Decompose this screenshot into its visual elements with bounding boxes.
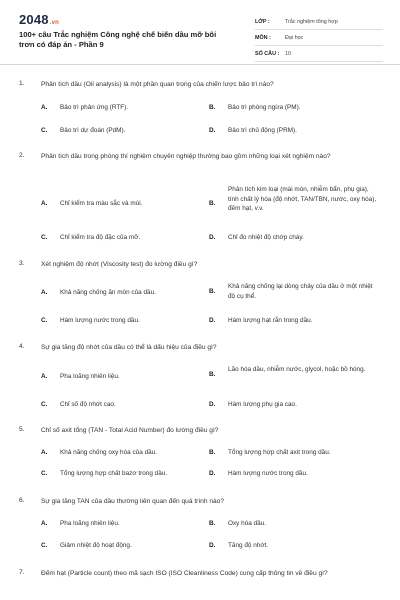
option-c[interactable]: [41, 233, 201, 243]
option-letter: A.: [41, 449, 48, 456]
meta-table: [255, 14, 383, 62]
option-text: Hàm lượng nước trong dầu.: [60, 317, 140, 324]
meta-row-count: [255, 46, 383, 62]
option-text: Hàm lượng hạt rắn trong dầu.: [228, 317, 313, 324]
option-text: Tổng lượng hợp chất axit trong dầu.: [228, 449, 331, 456]
option-letter: C.: [41, 542, 48, 549]
option-letter: C.: [41, 401, 48, 408]
option-text: Khả năng chống oxy hóa của dầu.: [60, 449, 158, 456]
option-a[interactable]: [41, 519, 201, 529]
question-7: [19, 569, 381, 579]
option-text: Bảo trì phản ứng (RTF).: [60, 104, 129, 111]
option-letter: A.: [41, 520, 48, 527]
option-text: Khả năng chống ăn mòn của dầu.: [60, 289, 156, 296]
question-text: Phân tích dầu trong phòng thí nghiệm chuyên nghiệp thường bao gồm những loại xét nghiệm nào?: [41, 153, 331, 160]
option-text: Bảo trì chủ động (PRM).: [228, 127, 297, 134]
option-text: Oxy hóa dầu.: [228, 520, 267, 527]
meta-row-class: [255, 14, 383, 30]
question-number: 3.: [19, 260, 25, 267]
question-text: Sự gia tăng độ nhớt của dầu có thể là dấu hiệu của điều gì?: [41, 344, 217, 351]
option-letter: A.: [41, 289, 48, 296]
option-letter: B.: [209, 288, 216, 295]
option-letter: A.: [41, 200, 48, 207]
option-letter: B.: [209, 449, 216, 456]
question-6: [19, 497, 381, 549]
option-text: Chỉ kiểm tra màu sắc và mùi.: [60, 200, 143, 207]
meta-row-subject: [255, 30, 383, 46]
option-letter: B.: [209, 104, 216, 111]
document-title: 100+ câu Trắc nghiệm Công nghệ chế biến dầu mỡ bôi trơn có đáp án - Phần 9: [19, 30, 217, 49]
option-text: Hàm lượng phụ gia cao.: [228, 401, 297, 408]
option-letter: D.: [209, 127, 216, 134]
header: [0, 0, 400, 65]
option-b[interactable]: [209, 519, 379, 529]
option-text: Giảm nhiệt độ hoạt động.: [60, 542, 132, 549]
question-text: Xét nghiệm độ nhớt (Viscosity test) đo lường điều gì?: [41, 261, 198, 268]
option-letter: A.: [41, 373, 48, 380]
option-letter: B.: [209, 520, 216, 527]
option-c[interactable]: [41, 469, 201, 479]
option-letter: D.: [209, 401, 216, 408]
option-b[interactable]: [209, 365, 381, 378]
option-text: Bảo trì dự đoán (PdM).: [60, 127, 126, 134]
option-b[interactable]: [209, 282, 381, 301]
question-text: Đếm hạt (Particle count) theo mã sạch ISO (ISO Cleanliness Code) cung cấp thông tin về điều gì?: [41, 570, 328, 577]
option-a[interactable]: [41, 103, 201, 113]
question-text: Chỉ số axit tổng (TAN - Total Acid Number) đo lường điều gì?: [41, 427, 219, 434]
question-4: [19, 343, 381, 408]
option-text: Pha loãng nhiên liệu.: [60, 373, 120, 380]
question-1: [19, 80, 381, 134]
question-number: 6.: [19, 497, 25, 504]
option-c[interactable]: [41, 126, 201, 136]
option-letter: C.: [41, 317, 48, 324]
option-d[interactable]: [209, 126, 379, 136]
question-number: 2.: [19, 152, 25, 159]
question-number: 1.: [19, 80, 25, 87]
option-d[interactable]: [209, 400, 379, 410]
option-letter: B.: [209, 200, 216, 207]
question-5: [19, 426, 381, 477]
question-text: Phân tích dầu (Oil analysis) là một phần quan trọng của chiến lược bảo trì nào?: [41, 81, 274, 88]
option-text: Chỉ đo nhiệt độ chớp cháy.: [228, 234, 304, 241]
option-b[interactable]: [209, 448, 379, 458]
meta-value: Trắc nghiệm tổng hợp: [285, 18, 338, 25]
option-d[interactable]: [209, 233, 379, 243]
option-d[interactable]: [209, 541, 379, 551]
option-letter: B.: [209, 371, 216, 378]
option-text: Chỉ số độ nhớt cao.: [60, 401, 116, 408]
option-text: Lão hóa dầu, nhiễm nước, glycol, hoặc bồ hóng.: [228, 366, 366, 373]
option-text: Tăng độ nhớt.: [228, 542, 269, 549]
option-text: Chỉ kiểm tra độ đặc của mỡ.: [60, 234, 141, 241]
option-b[interactable]: [209, 185, 381, 214]
option-letter: C.: [41, 470, 48, 477]
option-text: Tổng lượng hợp chất bazơ trong dầu.: [60, 470, 168, 477]
option-text: Phân tích kim loại (mài mòn, nhiễm bẩn, phụ gia), tính chất lý hóa (độ nhớt, TAN/TBN, nước, oxy hóa), đếm hạt, v.v.: [228, 186, 377, 213]
meta-key: LỚP :: [255, 18, 270, 25]
option-a[interactable]: [41, 372, 201, 382]
meta-key: MÔN :: [255, 34, 271, 41]
option-letter: C.: [41, 127, 48, 134]
option-text: Khả năng chống lại dòng chảy của dầu ở một nhiệt độ cụ thể.: [228, 283, 373, 300]
question-number: 5.: [19, 426, 25, 433]
question-number: 4.: [19, 343, 25, 350]
site-logo[interactable]: [19, 12, 59, 27]
question-2: [19, 152, 381, 241]
option-c[interactable]: [41, 316, 201, 326]
option-letter: D.: [209, 542, 216, 549]
option-b[interactable]: [209, 103, 379, 113]
meta-key: SỐ CÂU :: [255, 50, 280, 57]
option-d[interactable]: [209, 316, 379, 326]
option-a[interactable]: [41, 448, 201, 458]
option-letter: A.: [41, 104, 48, 111]
option-text: Pha loãng nhiên liệu.: [60, 520, 120, 527]
meta-value: 10: [285, 50, 291, 57]
option-c[interactable]: [41, 541, 201, 551]
option-letter: D.: [209, 234, 216, 241]
question-number: 7.: [19, 569, 25, 576]
option-letter: D.: [209, 470, 216, 477]
logo-suffix: .vn: [49, 20, 60, 26]
option-text: Hàm lượng nước trong dầu.: [228, 470, 308, 477]
option-d[interactable]: [209, 469, 379, 479]
option-letter: D.: [209, 317, 216, 324]
question-text: Sự gia tăng TAN của dầu thường liên quan đến quá trình nào?: [41, 498, 225, 505]
option-text: Bảo trì phòng ngừa (PM).: [228, 104, 301, 111]
meta-value: Đại học: [285, 34, 304, 41]
logo-text: 2048: [19, 12, 49, 27]
option-letter: C.: [41, 234, 48, 241]
option-a[interactable]: [41, 199, 201, 209]
question-3: [19, 260, 381, 324]
option-a[interactable]: [41, 288, 201, 298]
option-c[interactable]: [41, 400, 201, 410]
